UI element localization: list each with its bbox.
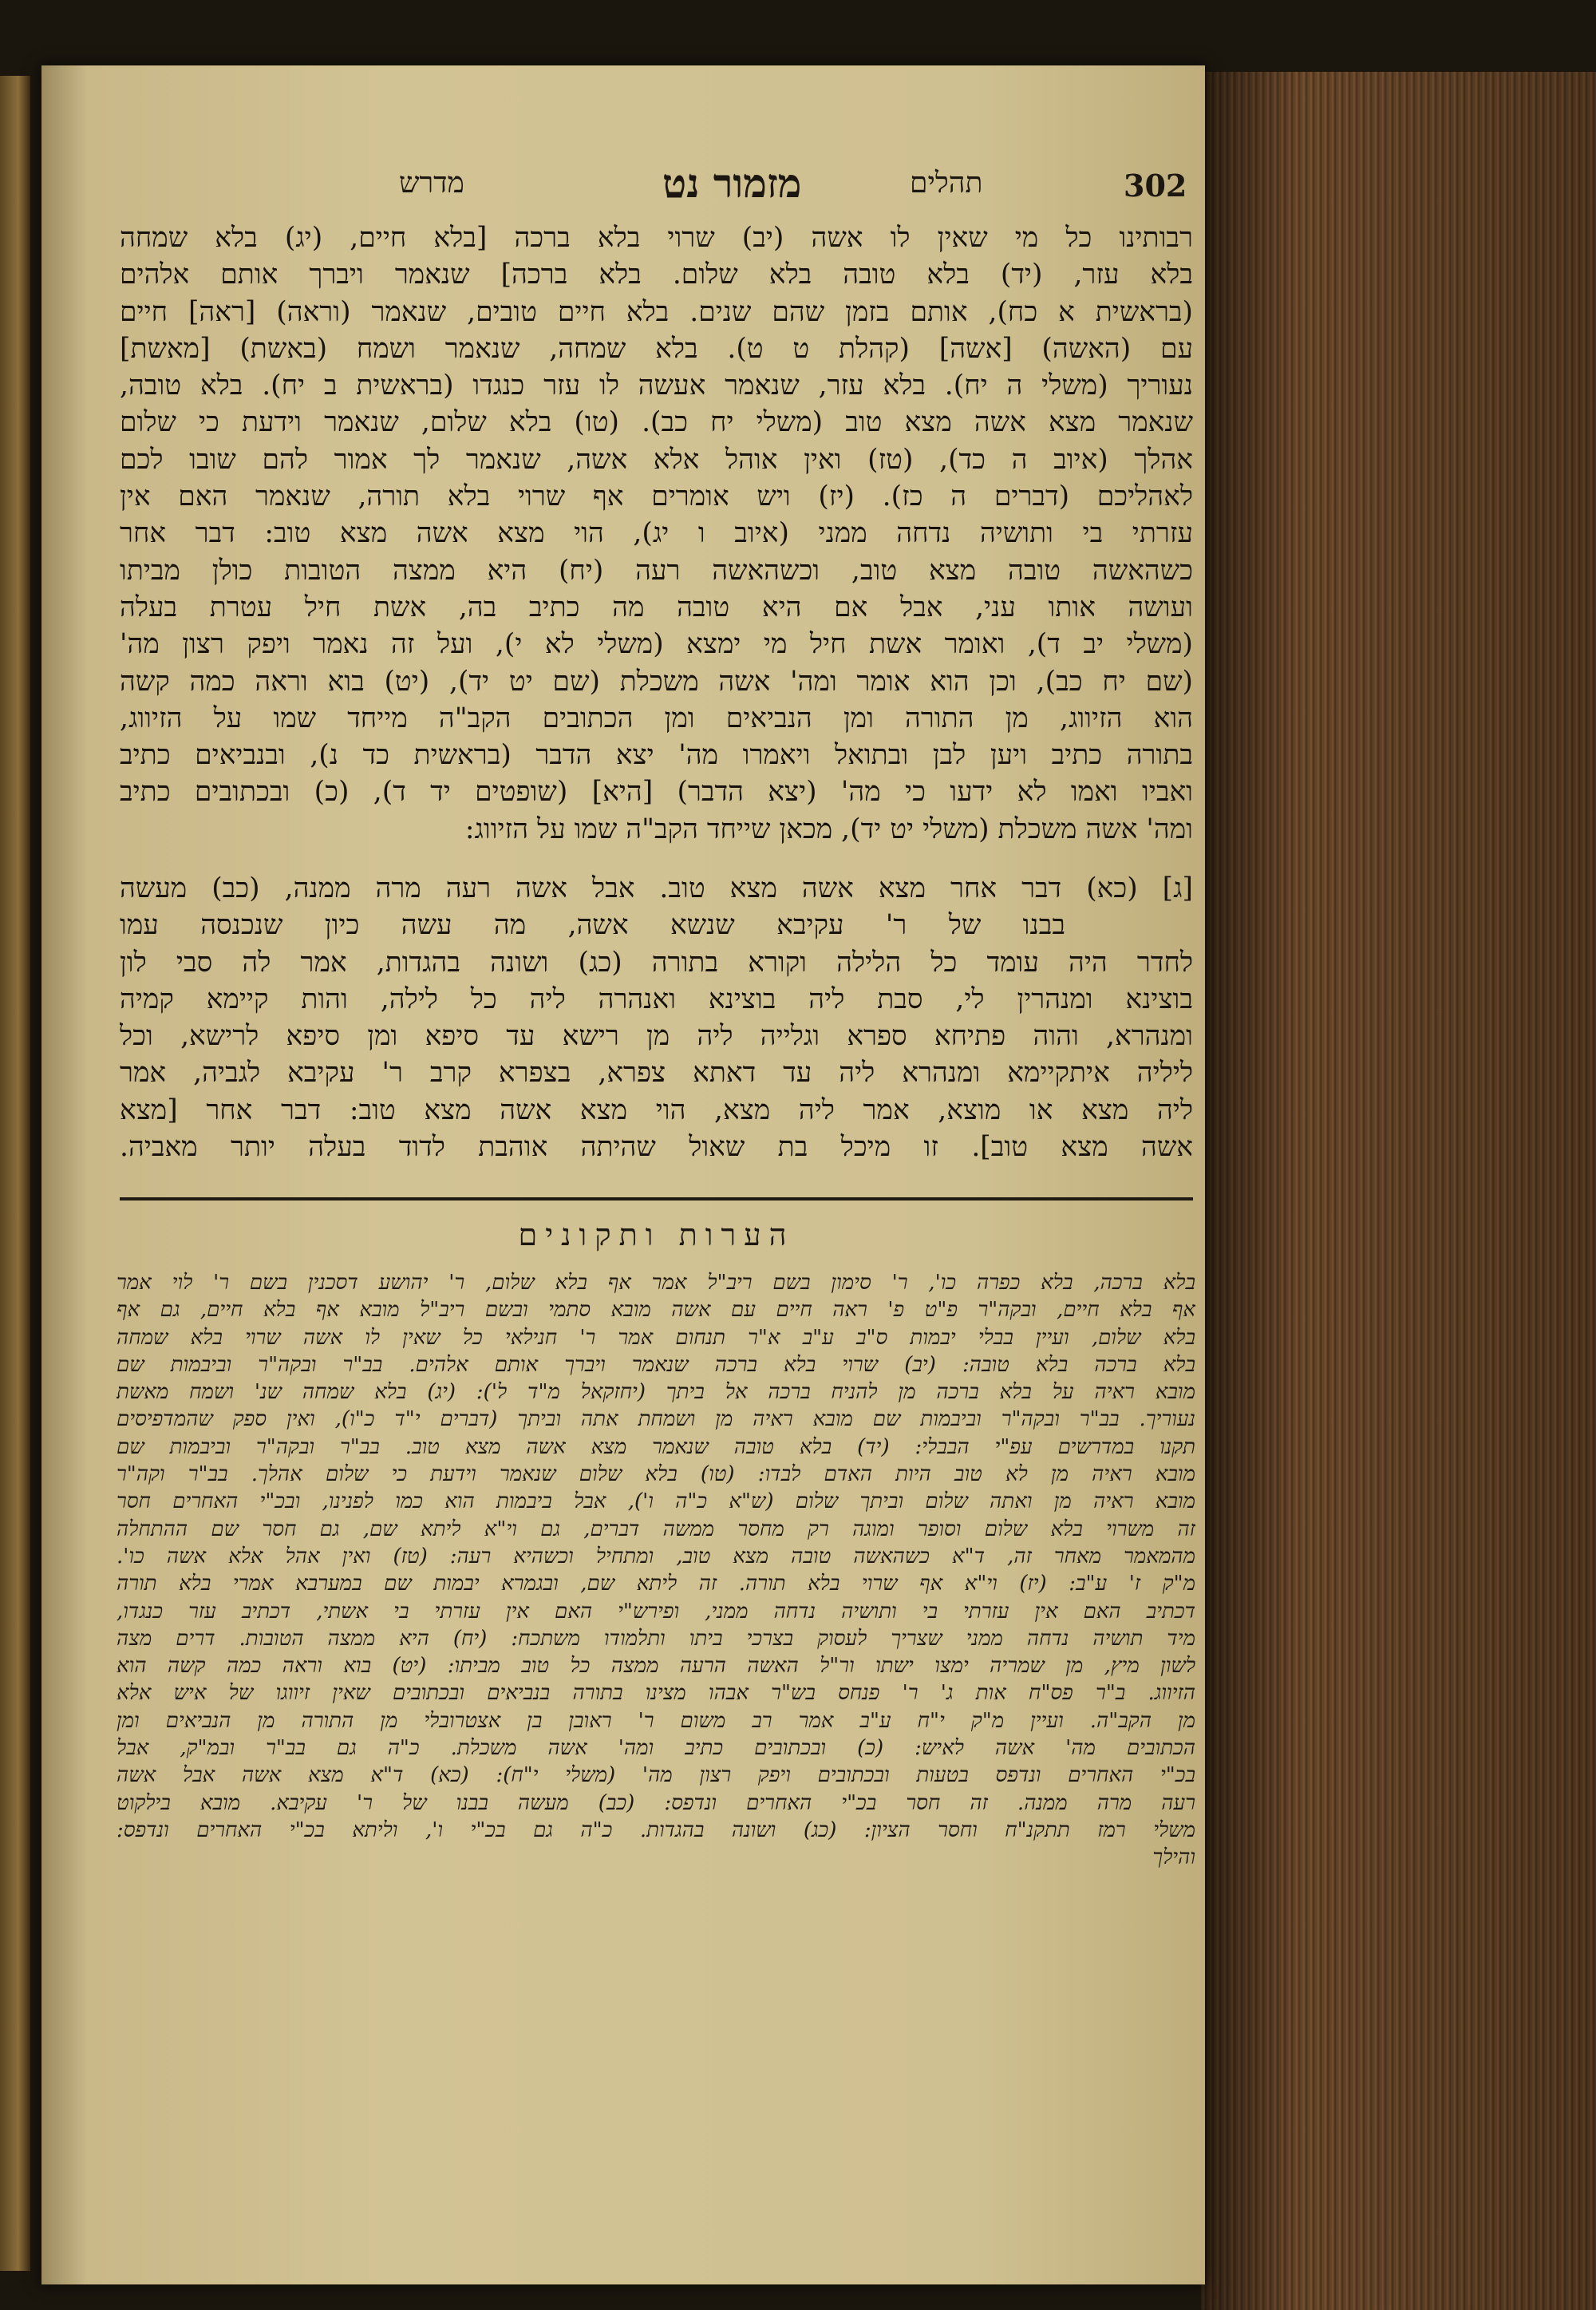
note-line: מובא ראיה מן לא טוב היות האדם לבדו: (טו) בלא שלום שנאמר וידעת כי שלום אהלך. בב"ר וקה"ר <box>117 1462 1195 1487</box>
note-line: מ"ק ז' ע"ב: (יז) וי"א אף שרוי בלא תורה. זה ליתא שם, ובגמרא יבמות שם במערבא אמרי בלא תורה <box>117 1572 1195 1596</box>
text-line: הוא הזיווג, מן התורה ומן הנביאים ומן הכתובים הקב"ה מייחד שמו על הזיווג, <box>120 702 1193 734</box>
text-line: ליליה איתקיימא ומנהרא ליה עד דאתא צפרא, בצפרא קרב ר' עקיבא לגביה, אמר <box>120 1057 1193 1090</box>
note-line: והילך <box>1152 1845 1195 1870</box>
note-line: מובא ראיה מן ואתה שלום וביתך שלום (ש"א כ"ה ו'), אבל ביבמות הוא כמו לפנינו, ובכ"י האחרים חסר <box>117 1489 1195 1514</box>
note-line: מן הקב"ה. ועיין מ"ק י"ח ע"ב אמר רב משום ר' ראובן בן אצטרובלי מן התורה מן הנביאים ומן <box>117 1708 1195 1733</box>
note-line: הכתובים מה' אשה לאיש: (כ) ובכתובים כתיב ומה' אשה משכלת. כ"ה גם בב"ר ובמ"ק, אבל <box>117 1736 1195 1761</box>
text-line: (משלי יב ד), ואומר אשת חיל מי ימצא (משלי לא י), ועל זה נאמר ויפק רצון מה' <box>120 628 1193 661</box>
text-line: בבנו של ר' עקיבא שנשא אשה, מה עשה כיון שנכנסה עמו <box>120 909 1065 942</box>
text-line: (שם יח כב), וכן הוא אומר ומה' אשה משכלת (שם יט יד), (יט) בוא וראה כמה קשה <box>120 665 1193 698</box>
note-line: מהמאמר מאחר זה, ד"א כשהאשה טובה מצא טוב, ומתחיל וכשהיא רעה: (טז) ואין אהל אלא אשה כו'. <box>117 1544 1195 1568</box>
note-line: נעוריך. בב"ר ובקה"ר וביבמות שם מובא ראיה מן ושמחת אתה וביתך (דברים י"ד כ"ו), ואין ספק שהמדפיסים <box>117 1407 1195 1432</box>
text-line: ועושה אותו עני, אבל אם היא טובה מה כתיב בה, אשת חיל עטרת בעלה <box>120 591 1193 623</box>
note-line: בלא ברכה בלא טובה: (יב) שרוי בלא ברכה שנאמר ויברך אותם אלהים. בב"ר ובקה"ר וביבמות שם <box>117 1352 1195 1377</box>
text-line: עזרתי בי ותושיה נדחה ממני (איוב ו יג), הוי מצא אשה מצא טוב: דבר אחר <box>120 517 1193 550</box>
text-line: לאהליכם (דברים ה כז). (יז) ויש אומרים אף שרוי בלא תורה, שנאמר האם אין <box>120 481 1193 513</box>
main-text-block <box>120 220 1193 848</box>
section-divider <box>120 1197 1193 1200</box>
text-line: ומה' אשה משכלת (משלי יט יד), מכאן שייחד הקב"ה שמו על הזיווג: <box>464 813 1193 845</box>
text-line: ואביו ואמו לא ידעו כי מה' (יצא הדבר) [היא] (שופטים יד ד), (כ) ובכתובים כתיב <box>120 776 1193 809</box>
note-line: דכתיב האם אין עזרתי בי ותושיה נדחה ממני, ופירש"י האם אין עזרתי בי אשתי, דכתיב עזר כנגדו, <box>117 1599 1195 1624</box>
note-line: אף בלא חיים, ובקה"ר פ"ט פ' ראה חיים עם אשה מובא סתמי ובשם ריב"ל מובא אף בלא חיים, גם אף <box>117 1298 1195 1323</box>
text-line: רבותינו כל מי שאין לו אשה (יב) שרוי בלא ברכה [בלא חיים, (יג) בלא שמחה <box>120 222 1193 254</box>
note-line: זה משרוי בלא שלום וסופר ומוגה רק מחסר ממשה דברים, גם וי"א ליתא שם, גם חסר שם ההתחלה <box>117 1517 1195 1541</box>
header-left: מדרש <box>399 167 464 200</box>
text-line: ומנהרא, והוה פתיחא ספרא וגלייה ליה מן רישא עד סיפא ומן סיפא לרישא, וכל <box>120 1020 1193 1053</box>
text-line: בתורה כתיב ויען לבן ובתואל ויאמרו מה' יצא הדבר (בראשית כד נ), ובנביאים כתיב <box>120 739 1193 772</box>
book-fore-edge <box>1201 72 1596 2310</box>
notes-title: הערות ותקונים <box>518 1217 795 1252</box>
text-line: אשה מצא טוב]. זו מיכל בת שאול שהיתה אוהבת לדוד בעלה יותר מאביה. <box>120 1131 1193 1164</box>
text-line: לחדר היה עומד כל הלילה וקורא בתורה (כג) ושונה בהגדות, אמר לה סבי לון <box>120 946 1193 979</box>
text-line: בוצינא ומנהרין לי, סבת ליה בוצינא ואנהרה ליה כל לילה, והות קיימא קמיה <box>120 983 1193 1015</box>
note-line: הזיווג. ב"ר פס"ח אות ג' ר' פנחס בש"ר אבהו מצינו בתורה בנביאים ובכתובים שאין זיווגו של איש אלא <box>117 1681 1195 1706</box>
page-number: 302 <box>1124 168 1187 204</box>
section-3-text <box>120 870 1193 1165</box>
note-line: מיד תושיה נדחה ממני שצריך לעסוק בצרכי ביתו ותלמודו משתכח: (יח) היא ממצה הטובות. דרים מצה <box>117 1626 1195 1651</box>
notes-block <box>117 1269 1195 1872</box>
adjacent-page-edge <box>0 76 30 2271</box>
header-title: מזמור נט <box>662 160 802 207</box>
note-line: מובא ראיה על בלא ברכה מן להניח ברכה אל ביתך (יחזקאל מ"ד ל'): (יג) בלא שמחה שנ' ושמח מאשת <box>117 1380 1195 1405</box>
text-line: נעוריך (משלי ה יח). בלא עזר, שנאמר אעשה לו עזר כנגדו (בראשית ב יח). בלא טובה, <box>120 370 1193 402</box>
note-line: רעה מרה ממנה. זה חסר בכ"י האחרים ונדפס: (כב) מעשה בבנו של ר' עקיבא. מובא בילקוט <box>117 1790 1195 1815</box>
note-line: לשון מיץ, מן שמריה ימצו ישתו ור"ל האשה הרעה ממצה כל טוב מביתו: (יט) בוא וראה כמה קשה הוא <box>117 1654 1195 1679</box>
note-line: תקנו במדרשים עפ"י הבבלי: (יד) בלא טובה שנאמר מצא אשה מצא טוב. בב"ר ובקה"ר וביבמות שם <box>117 1434 1195 1459</box>
note-line: בלא שלום, ועיין בבלי יבמות ס"ב ע"ב א"ר תנחום אמר ר' חנילאי כל שאין לו אשה שרוי בלא שמחה <box>117 1325 1195 1350</box>
note-line: בכ"י האחרים ונדפס בטעות ובכתובים ויפק רצון מה' (משלי י"ח): (כא) ד"א מצא אשה אבל אשה <box>117 1763 1195 1788</box>
header-right: תהלים <box>910 167 983 200</box>
text-line: שנאמר מצא אשה מצא טוב (משלי יח כב). (טו) בלא שלום, שנאמר וידעת כי שלום <box>120 406 1193 439</box>
text-line: ליה מצא או מוצא, אמר ליה מצא, הוי מצא אשה מצא טוב: דבר אחר [מצא <box>120 1094 1193 1126</box>
text-line: אהלך (איוב ה כד), (טז) ואין אוהל אלא אשה, שנאמר לך אמור להם שובו לכם <box>120 443 1193 476</box>
text-line: כשהאשה טובה מצא טוב, וכשהאשה רעה (יח) היא ממצה הטובות כולן מביתו <box>120 554 1193 587</box>
text-line: בלא עזר, (יד) בלא טובה בלא שלום. בלא ברכה] שנאמר ויברך אותם אלהים <box>120 259 1193 291</box>
note-line: משלי רמז תתקנ"ח וחסר הציון: (כג) ושונה בהגדות. כ"ה גם בכ"י ו', וליתא בכ"י האחרים ונדפס: <box>117 1818 1195 1842</box>
text-line: עם (האשה) [אשה] (קהלת ט ט). בלא שמחה, שנאמר ושמח (באשת) [מאשת] <box>120 332 1193 365</box>
text-line: (בראשית א כח), אותם בזמן שהם שנים. בלא חיים טובים, שנאמר (וראה) [ראה] חיים <box>120 295 1193 328</box>
text-line: [ג] (כא) דבר אחר מצא אשה מצא טוב. אבל אשה רעה מרה ממנה, (כב) מעשה <box>120 872 1193 904</box>
note-line: בלא ברכה, בלא כפרה כו', ר' סימון בשם ריב"ל אמר אף בלא שלום, ר' יהושע דסכנין בשם ר' לוי אמר <box>117 1271 1195 1295</box>
